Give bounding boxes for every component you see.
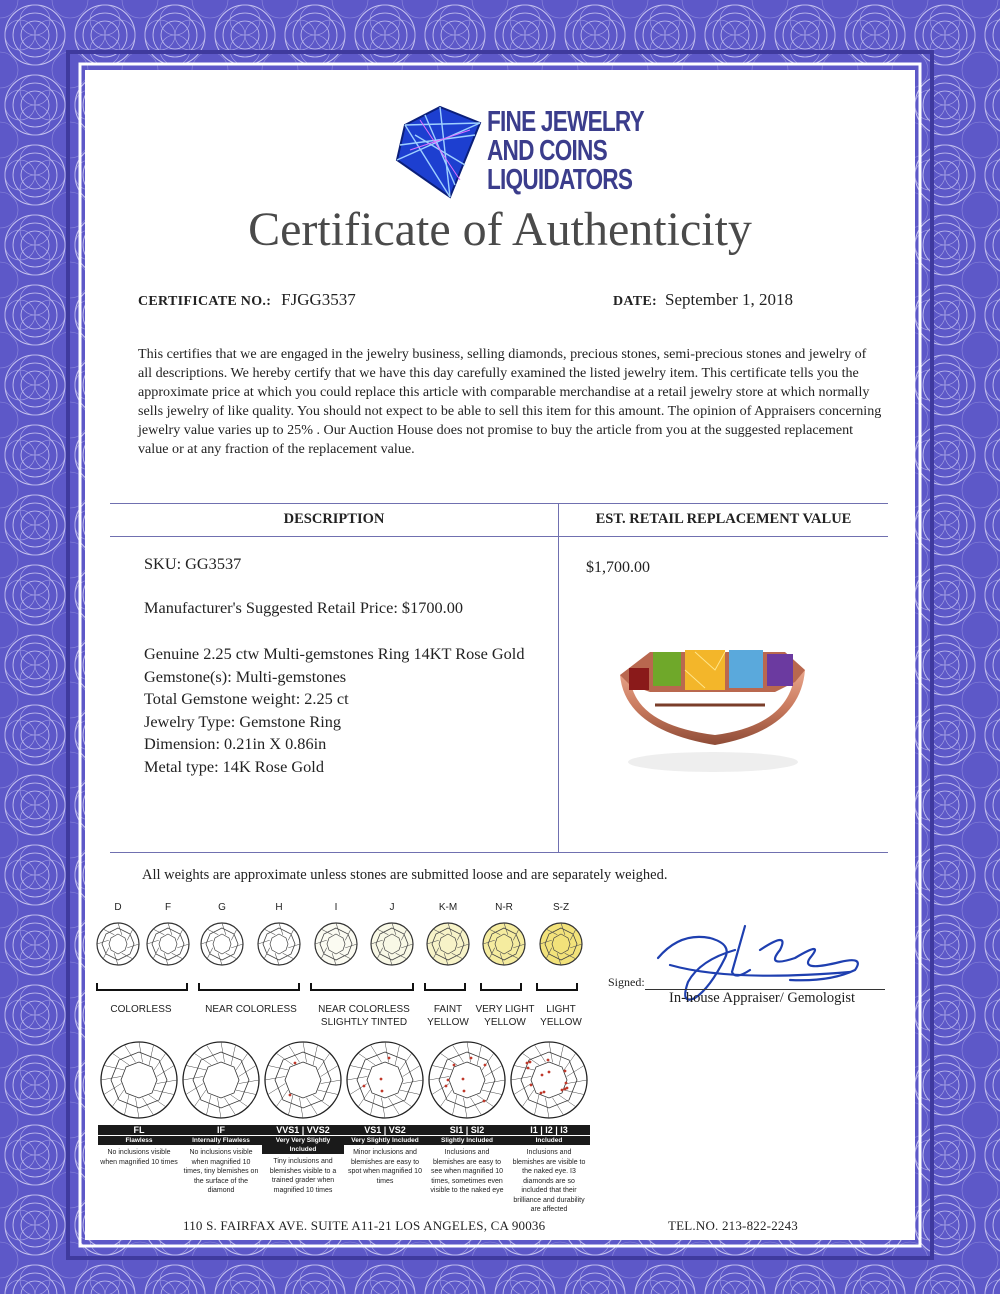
color-grade-letter: D xyxy=(114,902,122,913)
color-grade-letter: F xyxy=(164,902,172,913)
date-label: DATE: xyxy=(613,294,658,309)
color-group-line: YELLOW xyxy=(484,1017,526,1028)
footer-phone: TEL.NO. 213-822-2243 xyxy=(668,1218,799,1233)
certificate-number-label: CERTIFICATE NO.: xyxy=(138,294,272,309)
clarity-grade-name: Very Slightly Included xyxy=(344,1136,426,1145)
color-group-line: FAINT xyxy=(433,1004,463,1015)
clarity-diamond-icon xyxy=(345,1040,425,1120)
color-group-label xyxy=(501,1003,621,1029)
description-line: Dimension: 0.21in X 0.86in xyxy=(144,734,327,754)
color-group-line: NEAR COLORLESS xyxy=(318,1004,410,1015)
sku-text: SKU: GG3537 xyxy=(144,554,242,573)
description-line: Jewelry Type: Gemstone Ring xyxy=(144,711,342,731)
logo-line-3: LIQUIDATORS xyxy=(487,164,633,196)
ring-image xyxy=(605,630,825,780)
clarity-grade-description: Tiny inclusions and blemishes visible to a trained grader when magnified 10 times xyxy=(269,1158,337,1194)
color-group-line: YELLOW xyxy=(540,1017,582,1028)
footer-address: 110 S. FAIRFAX AVE. SUITE A11-21 LOS ANGELES, CA 90036 xyxy=(183,1218,546,1233)
clarity-grade-description: Inclusions and blemishes are visible to the naked eye. I3 diamonds are so included that their brilliance and durability are affected xyxy=(512,1149,586,1213)
clarity-grade-cell xyxy=(98,1125,180,1167)
date-row xyxy=(613,290,793,310)
description-header: DESCRIPTION xyxy=(283,511,385,527)
color-grade-diamond-icon xyxy=(312,920,360,968)
description-line: Gemstone(s): Multi-gemstones xyxy=(144,666,347,686)
clarity-diamond-icon xyxy=(181,1040,261,1120)
color-group-line: YELLOW xyxy=(427,1017,469,1028)
clarity-grade-cell xyxy=(426,1125,508,1196)
table-bottom-rule xyxy=(110,852,888,853)
color-grade-diamond-icon xyxy=(424,920,472,968)
value-header: EST. RETAIL REPLACEMENT VALUE xyxy=(595,511,852,527)
clarity-grade-name: Very Very Slightly Included xyxy=(262,1136,344,1154)
clarity-grade-name: Slightly Included xyxy=(426,1136,508,1145)
clarity-grade: SI1 | SI2 xyxy=(426,1125,508,1135)
clarity-grade: VS1 | VS2 xyxy=(344,1125,426,1135)
description-line: Total Gemstone weight: 2.25 ct xyxy=(144,689,349,709)
intro-paragraph: This certifies that we are engaged in the jewelry business, selling diamonds, precious stones, semi-precious stones and jewelry of all descriptions. We hereby certify that we have this day carefully examined the listed jewelry item. This certificate tells you the approximate price at which you could replace this article with comparable merchandise at a retail jewelry store at which normally sells jewelry of like quality. You should not expect to be able to sell this item for this amount. The opinion of Appraisers concerning jewelry value varies up to 25% . Our Auction House does not promise to buy the article from you at the suggested replacement value or at any fraction of the replacement value. xyxy=(138,346,882,457)
clarity-grade: VVS1 | VVS2 xyxy=(262,1125,344,1135)
color-group-line: NEAR COLORLESS xyxy=(205,1004,297,1015)
clarity-grade-description: No inclusions visible when magnified 10 times, tiny blemishes on the surface of the diamond xyxy=(183,1149,259,1194)
replacement-value: $1,700.00 xyxy=(586,559,650,576)
color-grade-letter: K-M xyxy=(438,902,458,913)
clarity-grade-cell xyxy=(180,1125,262,1196)
color-group-line: SLIGHTLY TINTED xyxy=(320,1017,408,1028)
table-top-rule xyxy=(110,503,888,504)
company-logo-text xyxy=(487,108,644,195)
msrp-text: Manufacturer's Suggested Retail Price: $1700.00 xyxy=(144,598,463,617)
clarity-grade-description: No inclusions visible when magnified 10 times xyxy=(100,1149,178,1166)
clarity-diamond-icon xyxy=(99,1040,179,1120)
appraiser-role: In-house Appraiser/ Gemologist xyxy=(669,990,856,1006)
description-lines xyxy=(144,643,524,779)
color-grade-letter: J xyxy=(389,902,395,913)
color-grade-diamond-icon xyxy=(198,920,246,968)
color-grade-letter: S-Z xyxy=(552,902,570,913)
color-grade-diamond-icon xyxy=(255,920,303,968)
clarity-diamond-icon xyxy=(427,1040,507,1120)
logo-line-1: FINE JEWELRY xyxy=(487,106,644,138)
clarity-grade-description: Minor inclusions and blemishes are easy to spot when magnified 10 times xyxy=(348,1149,422,1185)
certificate-number-row xyxy=(138,290,356,310)
color-grade-letter: G xyxy=(218,902,226,913)
clarity-grade: I1 | I2 | I3 xyxy=(508,1125,590,1135)
clarity-grade-name: Internally Flawless xyxy=(180,1136,262,1145)
table-header-rule xyxy=(110,536,888,537)
diamond-logo-icon xyxy=(395,105,495,205)
color-grade-diamond-icon xyxy=(480,920,528,968)
color-grade-diamond-icon xyxy=(94,920,142,968)
color-grade-letter: N-R xyxy=(495,902,513,913)
clarity-grade-name: Included xyxy=(508,1136,590,1145)
color-group-line: COLORLESS xyxy=(110,1004,172,1015)
certificate-title: Certificate of Authenticity xyxy=(248,203,752,256)
clarity-grade: FL xyxy=(98,1125,180,1135)
certificate-number-value: FJGG3537 xyxy=(281,290,356,309)
color-grade-letter: I xyxy=(334,902,338,913)
color-grade-brackets xyxy=(95,980,595,994)
description-line: Genuine 2.25 ctw Multi-gemstones Ring 14KT Rose Gold xyxy=(144,644,525,663)
color-group-line: LIGHT xyxy=(546,1004,576,1015)
color-group-label xyxy=(81,1003,201,1016)
clarity-grade-name: Flawless xyxy=(98,1136,180,1145)
weights-note: All weights are approximate unless stones are submitted loose and are separately weighed. xyxy=(142,867,668,883)
clarity-diamond-icon xyxy=(263,1040,343,1120)
clarity-grade-cell xyxy=(262,1125,344,1195)
clarity-diamond-icon xyxy=(509,1040,589,1120)
color-group-line: VERY LIGHT xyxy=(475,1004,535,1015)
clarity-grade: IF xyxy=(180,1125,262,1135)
description-line: Metal type: 14K Rose Gold xyxy=(144,756,324,776)
clarity-grade-description: Inclusions and blemishes are easy to see when magnified 10 times, sometimes even visible to the naked eye xyxy=(430,1149,504,1194)
logo-line-2: AND COINS xyxy=(487,135,607,167)
signed-label: Signed: xyxy=(608,975,645,989)
color-grade-letter: H xyxy=(275,902,283,913)
clarity-grade-cell xyxy=(508,1125,590,1215)
color-grade-diamond-icon xyxy=(368,920,416,968)
clarity-grade-cell xyxy=(344,1125,426,1186)
date-value: September 1, 2018 xyxy=(665,290,793,309)
color-grade-diamond-icon xyxy=(144,920,192,968)
color-group-label xyxy=(191,1003,311,1016)
table-column-divider xyxy=(558,503,559,853)
color-grade-diamond-icon xyxy=(537,920,585,968)
